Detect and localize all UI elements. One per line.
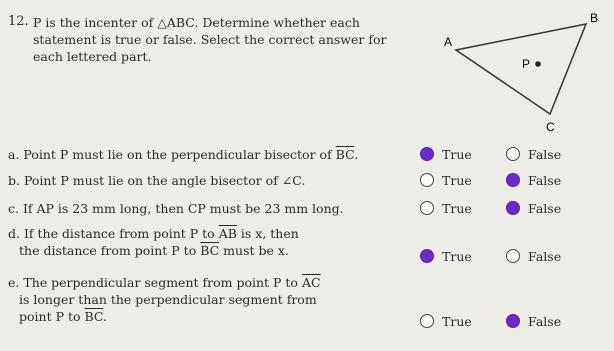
segment-name: $\overline{AB}$ xyxy=(218,226,237,241)
triangle-abc xyxy=(456,24,586,114)
option-label: True xyxy=(442,173,472,188)
segment-name: $\overline{BC}$ xyxy=(200,243,220,258)
statement-text: If the distance from point P to xyxy=(23,226,219,241)
option-d-true[interactable] xyxy=(420,249,472,264)
radio-button[interactable] xyxy=(420,147,434,161)
statement-text: must be x. xyxy=(219,243,289,258)
radio-button[interactable] xyxy=(506,249,520,263)
segment-name: $\overline{AC}$ xyxy=(301,275,321,290)
statement-line xyxy=(8,172,305,189)
option-label: False xyxy=(528,314,562,329)
part-letter: b. xyxy=(8,173,24,188)
option-label: True xyxy=(442,201,472,216)
option-label: False xyxy=(528,201,562,216)
option-b-false[interactable] xyxy=(506,173,561,188)
radio-button[interactable] xyxy=(420,201,434,215)
vertex-label-a: A xyxy=(444,35,453,49)
statement-text: If AP is 23 mm long, then CP must be 23 mm long. xyxy=(22,201,344,216)
prompt-line: P is the incenter of △ABC. Determine whether each xyxy=(33,15,360,30)
statement-text: Point P must lie on the perpendicular bisector of xyxy=(23,147,336,162)
radio-button[interactable] xyxy=(506,173,520,187)
statement-text: . xyxy=(103,309,108,324)
statement-line xyxy=(8,308,321,325)
option-label: True xyxy=(442,147,472,162)
option-b-true[interactable] xyxy=(420,173,472,188)
statement-text: point P to xyxy=(19,309,85,324)
part-letter: e. xyxy=(8,275,24,290)
incenter-point-p xyxy=(535,61,541,67)
radio-button[interactable] xyxy=(420,173,434,187)
radio-button[interactable] xyxy=(420,314,434,328)
radio-button[interactable] xyxy=(506,147,520,161)
statement-text: is longer than the perpendicular segment from xyxy=(19,292,317,307)
statement-line xyxy=(8,291,321,308)
radio-button[interactable] xyxy=(420,249,434,263)
statement-text: is x, then xyxy=(236,226,299,241)
statement-b xyxy=(8,172,305,189)
prompt-line: statement is true or false. Select the correct answer for xyxy=(33,32,387,47)
option-label: False xyxy=(528,147,562,162)
statement-text: Point P must lie on the angle bisector of ∠C. xyxy=(23,173,306,188)
option-c-true[interactable] xyxy=(420,201,472,216)
statement-line xyxy=(8,242,299,259)
statement-text: The perpendicular segment from point P to xyxy=(23,275,302,290)
statement-text: . xyxy=(354,147,359,162)
question-number: 12. xyxy=(8,14,29,29)
option-label: True xyxy=(442,249,472,264)
segment-name: $\overline{BC}$ xyxy=(335,147,355,162)
option-e-false[interactable] xyxy=(506,314,561,329)
triangle-diagram xyxy=(422,6,612,146)
prompt-line: each lettered part. xyxy=(33,49,152,64)
radio-button[interactable] xyxy=(506,314,520,328)
question-prompt xyxy=(33,14,413,65)
part-letter: d. xyxy=(8,226,24,241)
statement-line xyxy=(8,200,344,217)
vertex-label-c: C xyxy=(546,120,555,134)
statement-d xyxy=(8,225,299,259)
option-label: True xyxy=(442,314,472,329)
part-letter: a. xyxy=(8,147,24,162)
point-label-p: P xyxy=(522,57,531,71)
option-d-false[interactable] xyxy=(506,249,561,264)
option-a-true[interactable] xyxy=(420,147,472,162)
statement-line xyxy=(8,225,299,242)
statement-a xyxy=(8,146,358,163)
vertex-label-b: B xyxy=(590,11,599,25)
segment-name: $\overline{BC}$ xyxy=(84,309,104,324)
part-letter: c. xyxy=(8,201,23,216)
option-a-false[interactable] xyxy=(506,147,561,162)
statement-line xyxy=(8,146,358,163)
radio-button[interactable] xyxy=(506,201,520,215)
option-label: False xyxy=(528,173,562,188)
statement-e xyxy=(8,274,321,325)
option-label: False xyxy=(528,249,562,264)
option-e-true[interactable] xyxy=(420,314,472,329)
statement-text: the distance from point P to xyxy=(19,243,201,258)
statement-c xyxy=(8,200,344,217)
statement-line xyxy=(8,274,321,291)
option-c-false[interactable] xyxy=(506,201,561,216)
